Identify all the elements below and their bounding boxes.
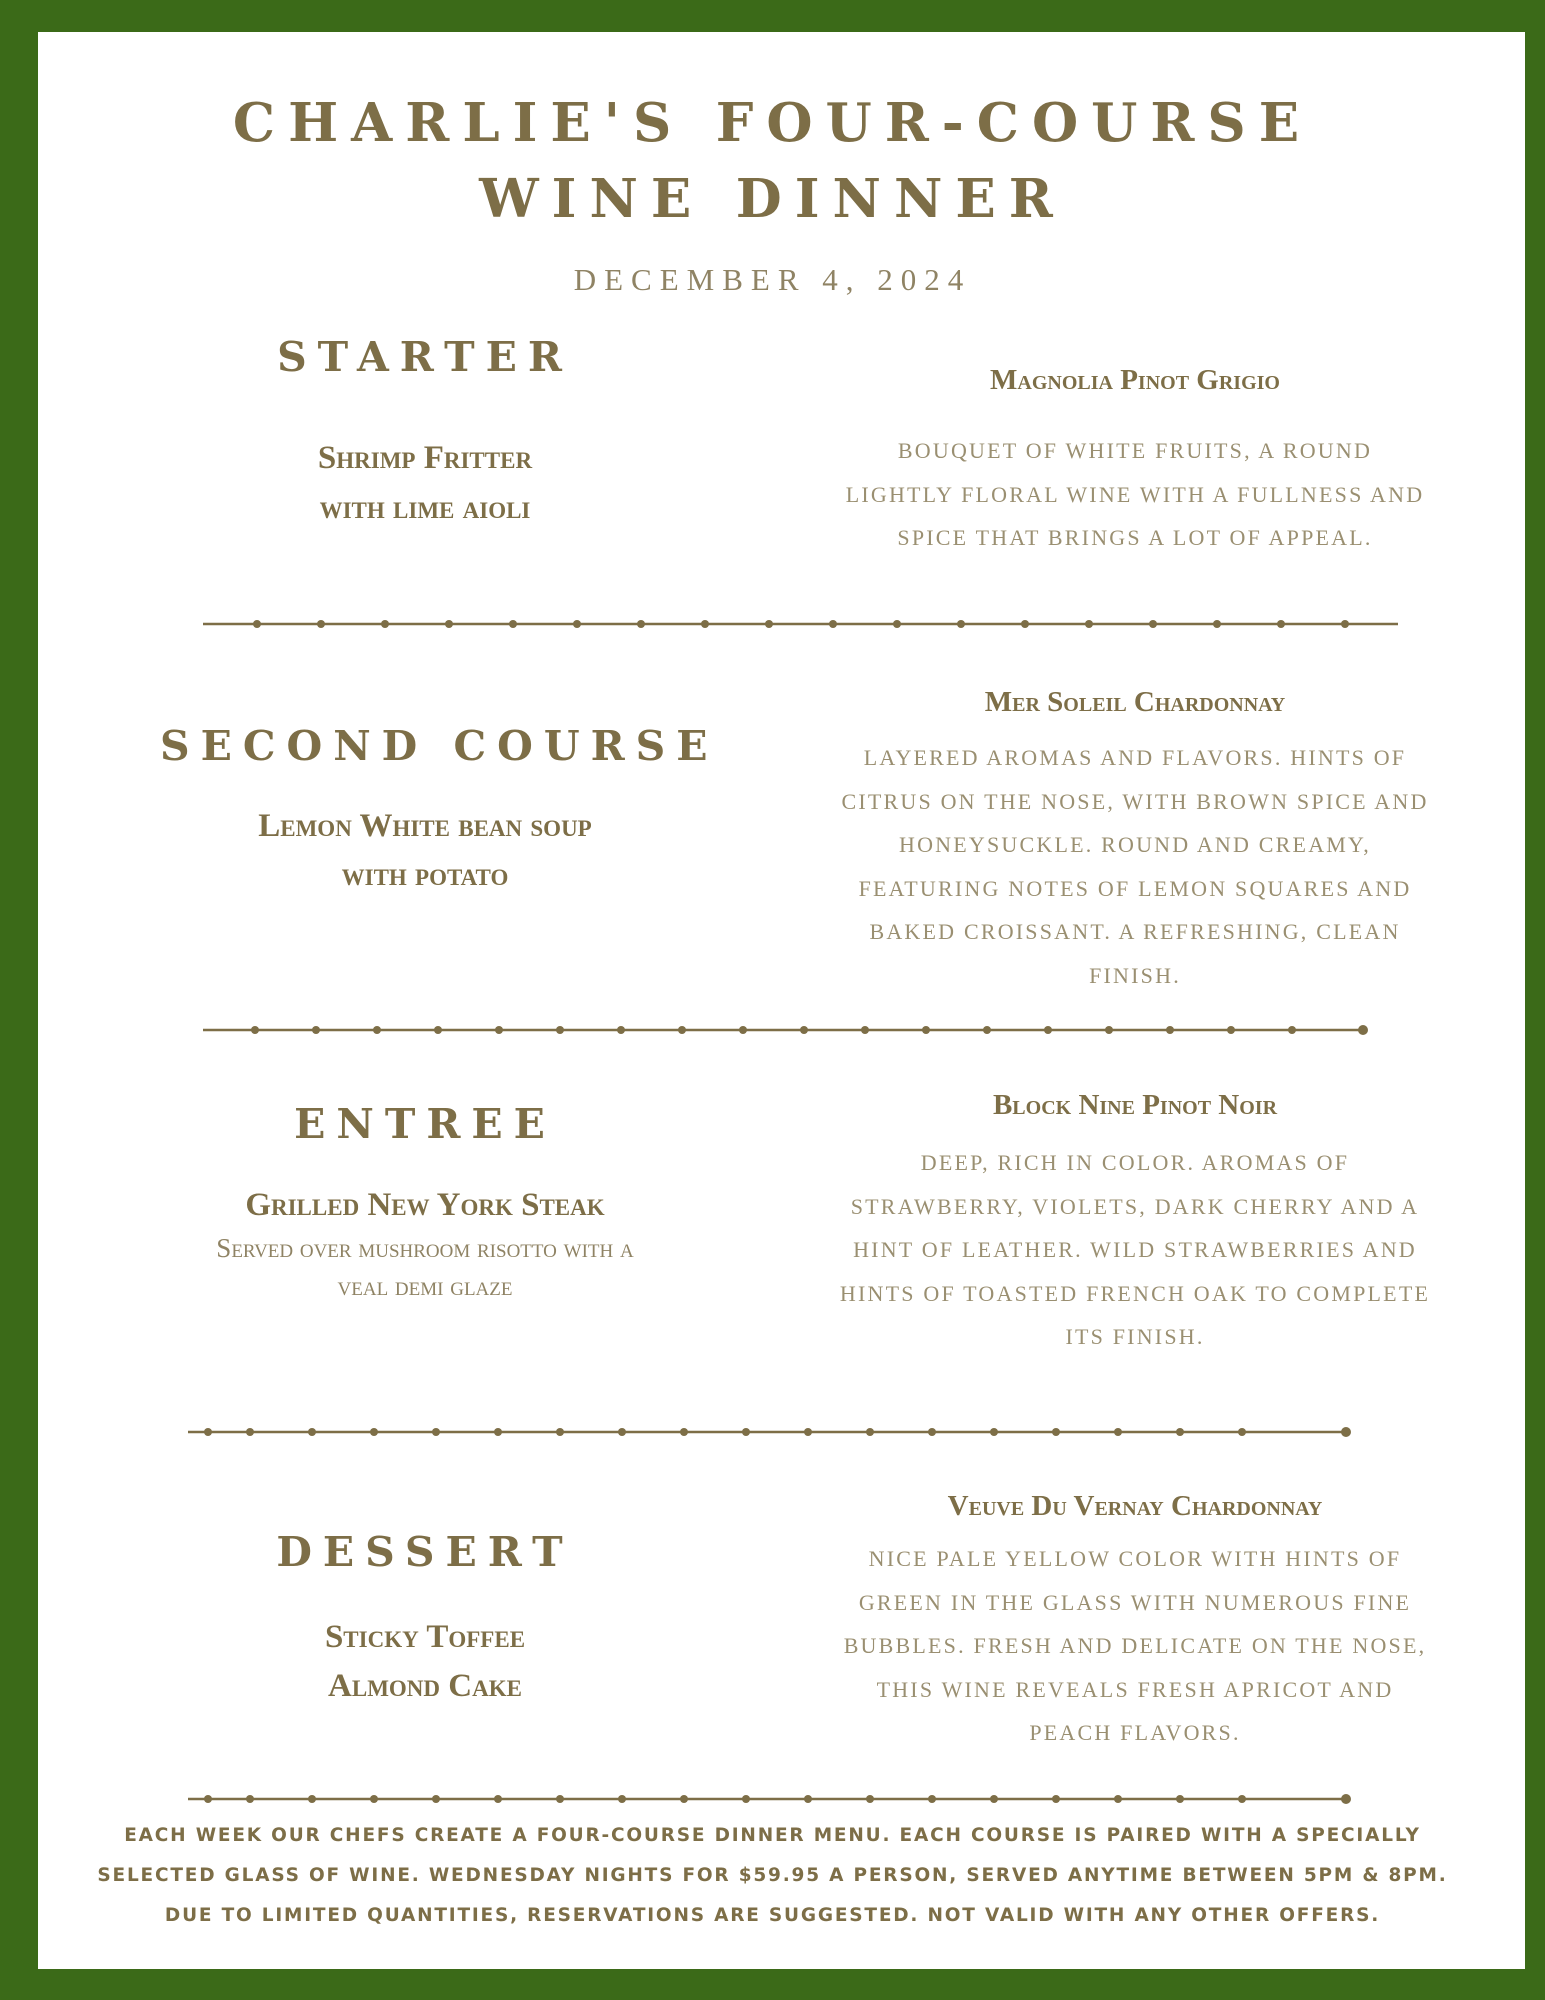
wine-name-second: Mer Soleil Chardonnay <box>984 686 1286 718</box>
wine-description-line: FINISH. <box>1089 962 1181 988</box>
wine-description-line: BUBBLES. FRESH AND DELICATE ON THE NOSE, <box>843 1633 1427 1658</box>
dish-name-dessert-line2: Almond Cake <box>328 1668 522 1704</box>
footer-line: EACH WEEK OUR CHEFS CREATE A FOUR-COURSE DINNER MENU. EACH COURSE IS PAIRED WITH A SPECIALLY <box>124 1825 1421 1846</box>
wine-description-line: ITS FINISH. <box>1065 1324 1205 1349</box>
course-divider <box>188 1425 1360 1439</box>
dish-name-second-line1: Lemon White bean soup <box>258 808 592 844</box>
dish-name-starter-line2: with lime aioli <box>319 490 531 526</box>
wine-description-line: LIGHTLY FLORAL WINE WITH A FULLNESS AND <box>845 481 1425 507</box>
wine-name-starter: Magnolia Pinot Grigio <box>990 364 1280 396</box>
wine-description-line: SPICE THAT BRINGS A LOT OF APPEAL. <box>897 525 1373 550</box>
wine-description-line: BOUQUET OF WHITE FRUITS, A ROUND <box>897 438 1373 463</box>
course-heading-dessert: DESSERT <box>276 1528 574 1576</box>
wine-description-line: STRAWBERRY, VIOLETS, DARK CHERRY AND A <box>850 1193 1420 1219</box>
dish-name-dessert-line1: Sticky Toffee <box>324 1619 526 1655</box>
event-date: DECEMBER 4, 2024 <box>573 262 972 297</box>
wine-name-dessert: Veuve Du Vernay Chardonnay <box>947 1490 1323 1522</box>
wine-description-line: GREEN IN THE GLASS WITH NUMEROUS FINE <box>858 1589 1412 1615</box>
menu-title-line2: WINE DINNER <box>479 168 1066 230</box>
wine-description-line: NICE PALE YELLOW COLOR WITH HINTS OF <box>868 1546 1402 1571</box>
footer-line: SELECTED GLASS OF WINE. WEDNESDAY NIGHTS FOR $59.95 A PERSON, SERVED ANYTIME BETWEEN 5PM & 8PM. <box>97 1865 1448 1886</box>
wine-description-dessert <box>815 1537 1455 1755</box>
wine-description-starter <box>815 429 1455 560</box>
wine-description-line: HINTS OF TOASTED FRENCH OAK TO COMPLETE <box>839 1280 1431 1306</box>
wine-description-entree <box>815 1141 1455 1359</box>
wine-description-line: LAYERED AROMAS AND FLAVORS. HINTS OF <box>863 745 1407 770</box>
course-divider <box>203 1023 1373 1037</box>
course-divider <box>203 617 1398 631</box>
wine-description-line: THIS WINE REVEALS FRESH APRICOT AND <box>876 1676 1394 1702</box>
wine-description-line: HONEYSUCKLE. ROUND AND CREAMY, <box>898 832 1371 857</box>
dish-name-entree: Grilled New York Steak <box>245 1187 605 1223</box>
course-divider <box>188 1792 1360 1806</box>
course-heading-second: SECOND COURSE <box>160 722 719 770</box>
wine-description-line: FEATURING NOTES OF LEMON SQUARES AND <box>858 875 1412 901</box>
dish-description-entree <box>120 1229 730 1305</box>
dish-description-line: veal demi glaze <box>337 1271 513 1301</box>
dish-name-second-line2: with potato <box>341 857 509 893</box>
wine-description-line: HINT OF LEATHER. WILD STRAWBERRIES AND <box>853 1237 1417 1262</box>
course-heading-starter: STARTER <box>277 333 573 381</box>
footer-line: DUE TO LIMITED QUANTITIES, RESERVATIONS ARE SUGGESTED. NOT VALID WITH ANY OTHER OFFERS. <box>164 1905 1381 1926</box>
menu-title-line1: CHARLIE'S FOUR-COURSE <box>232 92 1313 154</box>
dish-name-starter-line1: Shrimp Fritter <box>317 440 533 476</box>
wine-description-line: PEACH FLAVORS. <box>1029 1720 1241 1745</box>
footer-note <box>0 1816 1545 1936</box>
wine-description-line: BAKED CROISSANT. A REFRESHING, CLEAN <box>869 919 1401 944</box>
wine-description-line: DEEP, RICH IN COLOR. AROMAS OF <box>920 1150 1350 1175</box>
wine-description-second <box>815 736 1455 997</box>
wine-description-line: CITRUS ON THE NOSE, WITH BROWN SPICE AND <box>841 788 1429 814</box>
course-heading-entree: ENTREE <box>294 1100 556 1148</box>
wine-name-entree: Block Nine Pinot Noir <box>992 1089 1278 1121</box>
dish-description-line: Served over mushroom risotto with a <box>216 1233 634 1263</box>
